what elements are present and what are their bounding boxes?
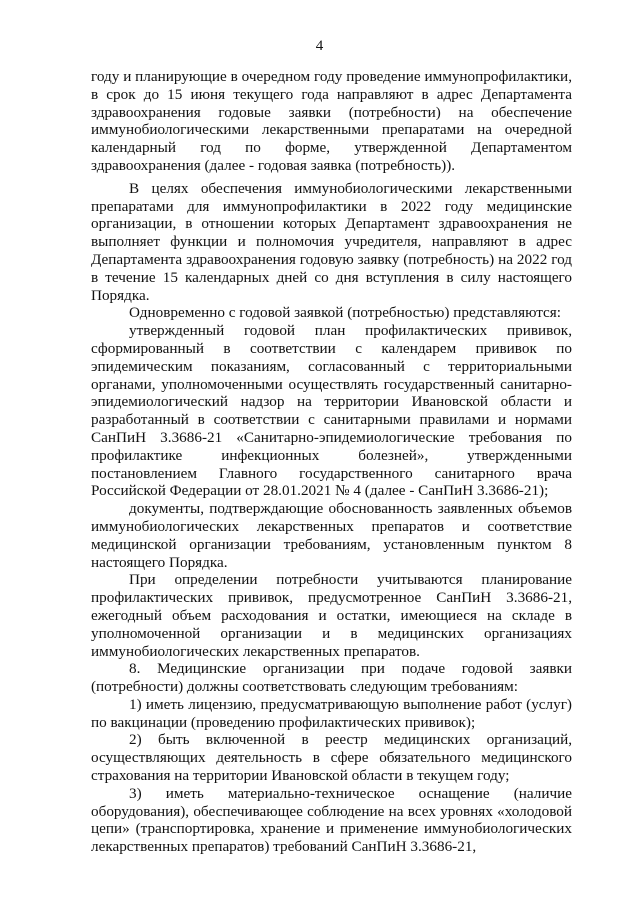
document-body: [91, 68, 572, 856]
paragraph-item-1: 1) иметь лицензию, предусматривающую выполнение работ (услуг) по вакцинации (проведению профилактических прививок);: [91, 695, 572, 731]
paragraph-supporting-documents: документы, подтверждающие обоснованность заявленных объемов иммунобиологических лекарственных препаратов и соответствие медицинской организации требованиям, установленным пунктом 8 настоящего Порядка.: [91, 500, 572, 571]
paragraph-item-3: 3) иметь материально-техническое оснащение (наличие оборудования), обеспечивающее соблюдение на всех уровнях «холодовой цепи» (транспортировка, хранение и применение иммунобиологических лекарственных препаратов) требований СанПиН 3.3686-21,: [91, 784, 572, 856]
paragraph-section-8: 8. Медицинские организации при подаче годовой заявки (потребности) должны соответствовать следующим требованиям:: [91, 660, 572, 696]
paragraph-vaccination-plan: утвержденный годовой план профилактических прививок, сформированный в соответствии с календарем прививок по эпидемическим показаниям, согласованный с территориальными органами, уполномоченными осуществлять государственный санитарно-эпидемиологический надзор на территории Ивановской области и разработанный в соответствии с санитарными правилами и нормами СанПиН 3.3686-21 «Санитарно-эпидемиологические требования по профилактике инфекционных болезней», утвержденными постановлением Главного государственного санитарного врача Российской Федерации от 28.01.2021 № 4 (далее - СанПиН 3.3686-21);: [91, 322, 572, 500]
paragraph-continuation: году и планирующие в очередном году проведение иммунопрофилактики, в срок до 15 июня текущего года направляют в адрес Департамента здравоохранения годовые заявки (потребности) на обеспечение иммунобиологическими лекарственными препаратами на очередной календарный год по форме, утвержденной Департаментом здравоохранения (далее - годовая заявка (потребность)).: [91, 68, 572, 174]
page-number: 4: [315, 38, 324, 54]
paragraph-2022-application: В целях обеспечения иммунобиологическими лекарственными препаратами для иммунопрофилактики в 2022 году медицинские организации, в отношении которых Департамент здравоохранения не выполняет функции и полномочия учредителя, направляют в адрес Департамента здравоохранения годовую заявку (потребность) на 2022 год в течение 15 календарных дней со дня вступления в силу настоящего Порядка.: [91, 179, 572, 304]
paragraph-simultaneously: Одновременно с годовой заявкой (потребностью) представляются:: [129, 304, 562, 322]
paragraph-need-determination: При определении потребности учитываются планирование профилактических прививок, предусмотренное СанПиН 3.3686-21, ежегодный объем расходования и остатки, имеющиеся на складе в уполномоченной организации и в медицинских организациях иммунобиологических лекарственных препаратов.: [91, 571, 572, 660]
paragraph-item-2: 2) быть включенной в реестр медицинских организаций, осуществляющих деятельность в сфере обязательного медицинского страхования на территории Ивановской области в текущем году;: [91, 731, 572, 785]
